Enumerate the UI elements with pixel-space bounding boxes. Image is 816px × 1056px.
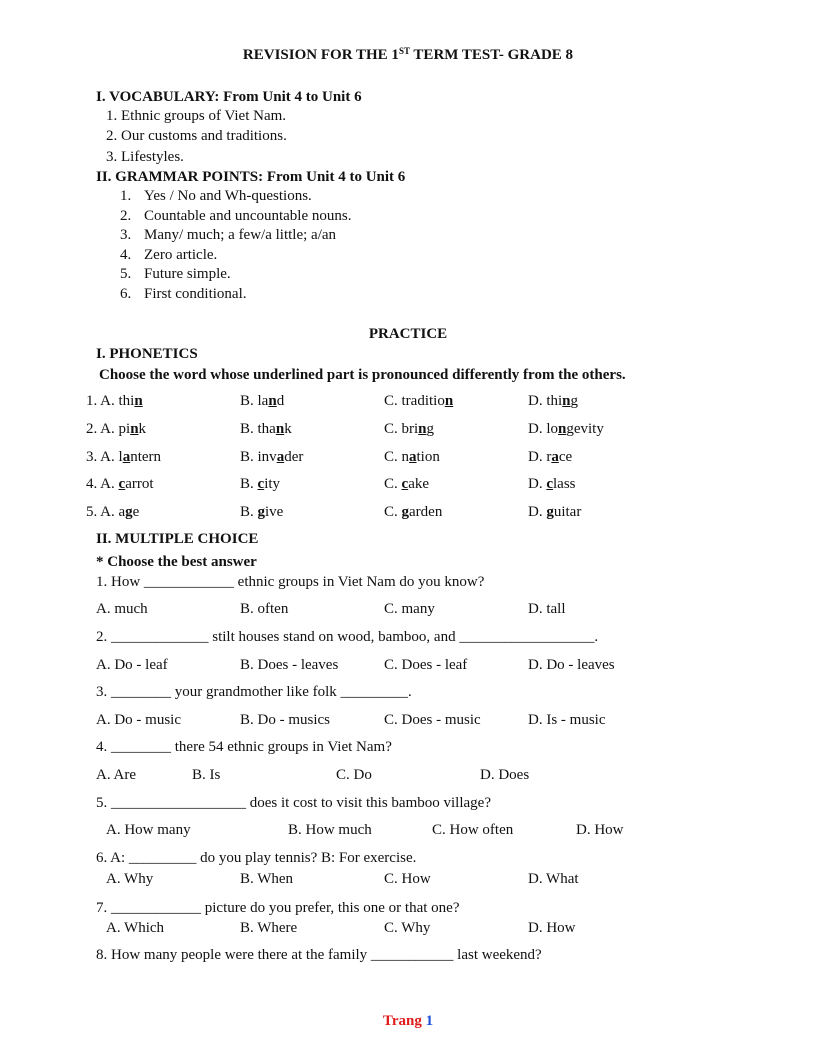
question-text: 8. How many people were there at the family ___________ last weekend? [96, 947, 542, 963]
phonetics-option: D. guitar [528, 504, 582, 520]
answer-option: D. tall [528, 601, 566, 617]
underlined-sound: n [134, 393, 143, 409]
answer-option: B. Is [192, 767, 221, 783]
grammar-heading: II. GRAMMAR POINTS: From Unit 4 to Unit 6 [96, 169, 406, 185]
page-number: 1 [425, 1013, 434, 1029]
answer-option: B. Where [240, 920, 298, 936]
underlined-sound: n [562, 393, 571, 409]
underlined-sound: g [257, 504, 266, 520]
phonetics-option: D. race [528, 449, 573, 465]
underlined-sound: c [118, 476, 126, 492]
answer-option: C. Do [336, 767, 372, 783]
phonetics-option: C. bring [384, 421, 435, 437]
answer-option: B. Do - musics [240, 712, 330, 728]
answer-option: D. Do - leaves [528, 657, 615, 673]
answer-option: D. Is - music [528, 712, 606, 728]
footer-word: Trang [382, 1013, 422, 1029]
phonetics-option: D. class [528, 476, 576, 492]
grammar-item-number: 6. [120, 286, 132, 302]
phonetics-option: 1. A. thin [86, 393, 143, 409]
underlined-sound: g [401, 504, 410, 520]
question-text: 2. _____________ stilt houses stand on wood, bamboo, and __________________. [96, 629, 599, 645]
page-footer [0, 1012, 816, 1030]
grammar-item: Yes / No and Wh-questions. [144, 188, 312, 204]
underlined-sound: c [401, 476, 409, 492]
answer-option: C. How often [432, 822, 514, 838]
phonetics-option: B. invader [240, 449, 304, 465]
phonetics-option: 5. A. age [86, 504, 140, 520]
answer-option: D. Does [480, 767, 530, 783]
answer-option: B. When [240, 871, 294, 887]
answer-option: D. How [576, 822, 624, 838]
answer-option: A. Do - music [96, 712, 181, 728]
answer-option: A. much [96, 601, 148, 617]
grammar-item-number: 5. [120, 266, 132, 282]
answer-option: D. What [528, 871, 579, 887]
answer-option: B. Does - leaves [240, 657, 339, 673]
question-text: 3. ________ your grandmother like folk _________. [96, 684, 412, 700]
practice-heading: PRACTICE [368, 326, 448, 342]
grammar-item-number: 3. [120, 227, 132, 243]
answer-option: B. often [240, 601, 289, 617]
phonetics-option: D. longevity [528, 421, 604, 437]
underlined-sound: a [551, 449, 559, 465]
vocabulary-item: 1. Ethnic groups of Viet Nam. [106, 108, 287, 124]
underlined-sound: n [558, 421, 567, 437]
grammar-item: First conditional. [144, 286, 247, 302]
underlined-sound: n [418, 421, 427, 437]
underlined-sound: g [546, 504, 554, 520]
grammar-item: Countable and uncountable nouns. [144, 208, 352, 224]
mc-heading: II. MULTIPLE CHOICE [96, 531, 259, 547]
grammar-item: Zero article. [144, 247, 218, 263]
underlined-sound: n [444, 393, 454, 409]
phonetics-option: C. garden [384, 504, 443, 520]
page-title: REVISION FOR THE 1ST TERM TEST- GRADE 8 [242, 46, 574, 63]
phonetics-option: D. thing [528, 393, 579, 409]
phonetics-option: C. cake [384, 476, 430, 492]
phonetics-option: C. nation [384, 449, 440, 465]
question-text: 6. A: _________ do you play tennis? B: For exercise. [96, 850, 417, 866]
vocabulary-item: 3. Lifestyles. [106, 149, 184, 165]
phonetics-option: C. tradition [384, 393, 454, 409]
phonetics-option: B. land [240, 393, 285, 409]
phonetics-heading: I. PHONETICS [96, 346, 198, 362]
phonetics-option: 4. A. carrot [86, 476, 154, 492]
phonetics-option: B. thank [240, 421, 292, 437]
underlined-sound: n [130, 421, 139, 437]
phonetics-option: B. city [240, 476, 281, 492]
mc-instruction: * Choose the best answer [96, 554, 257, 570]
question-text: 4. ________ there 54 ethnic groups in Viet Nam? [96, 739, 392, 755]
underlined-sound: g [125, 504, 133, 520]
answer-option: C. How [384, 871, 431, 887]
phonetics-option: B. give [240, 504, 284, 520]
answer-option: A. Do - leaf [96, 657, 168, 673]
underlined-sound: a [276, 449, 285, 465]
answer-option: B. How much [288, 822, 372, 838]
question-text: 1. How ____________ ethnic groups in Viet Nam do you know? [96, 574, 485, 590]
grammar-item-number: 2. [120, 208, 132, 224]
answer-option: D. How [528, 920, 576, 936]
phonetics-instruction: Choose the word whose underlined part is pronounced differently from the others. [99, 367, 626, 383]
underlined-sound: a [122, 449, 131, 465]
answer-option: C. Why [384, 920, 431, 936]
question-text: 5. __________________ does it cost to visit this bamboo village? [96, 795, 491, 811]
underlined-sound: c [546, 476, 554, 492]
answer-option: A. How many [106, 822, 191, 838]
phonetics-option: 2. A. pink [86, 421, 147, 437]
grammar-item-number: 1. [120, 188, 132, 204]
answer-option: A. Which [106, 920, 165, 936]
grammar-item: Many/ much; a few/a little; a/an [144, 227, 337, 243]
answer-option: C. many [384, 601, 435, 617]
grammar-item: Future simple. [144, 266, 231, 282]
question-text: 7. ____________ picture do you prefer, this one or that one? [96, 900, 460, 916]
phonetics-option: 3. A. lantern [86, 449, 162, 465]
vocabulary-item: 2. Our customs and traditions. [106, 128, 287, 144]
underlined-sound: n [268, 393, 277, 409]
answer-option: C. Does - music [384, 712, 481, 728]
answer-option: C. Does - leaf [384, 657, 468, 673]
grammar-item-number: 4. [120, 247, 132, 263]
vocabulary-heading: I. VOCABULARY: From Unit 4 to Unit 6 [96, 89, 362, 105]
answer-option: A. Are [96, 767, 136, 783]
underlined-sound: a [409, 449, 417, 465]
underlined-sound: n [275, 421, 285, 437]
answer-option: A. Why [106, 871, 154, 887]
underlined-sound: c [257, 476, 265, 492]
